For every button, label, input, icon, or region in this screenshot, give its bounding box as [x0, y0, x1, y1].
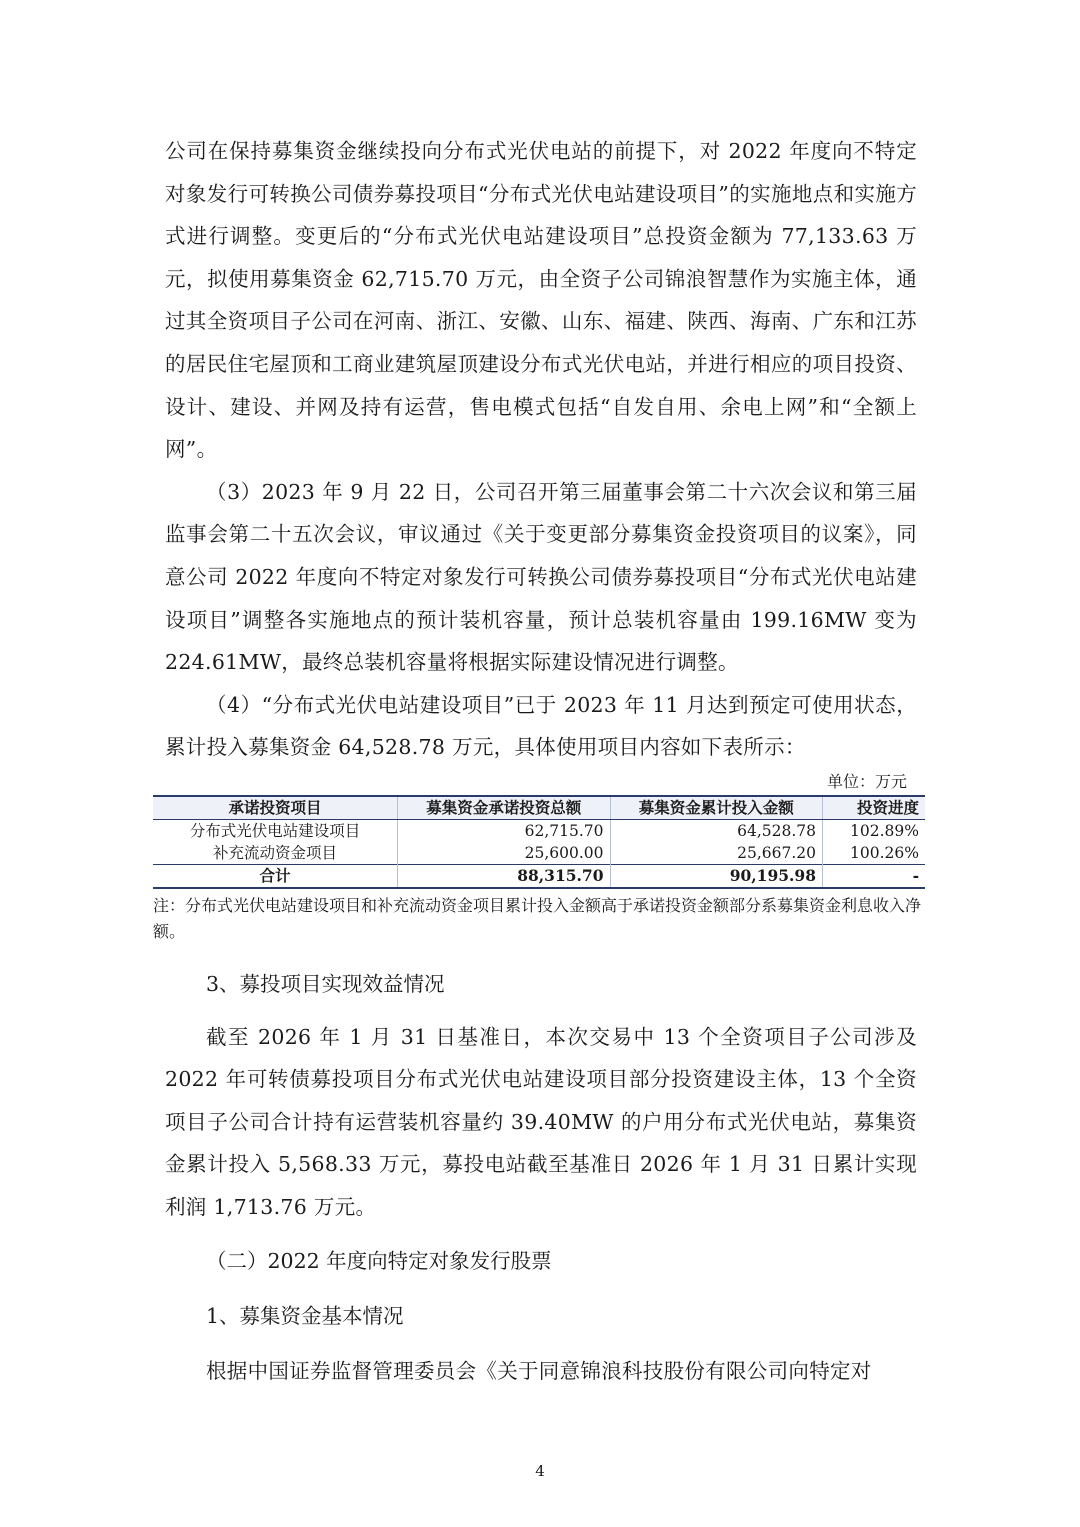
section-heading-share-issuance: （二）2022 年度向特定对象发行股票: [206, 1249, 552, 1274]
header-project: 承诺投资项目: [153, 796, 398, 820]
cell-project: 补充流动资金项目: [212, 843, 337, 862]
table-unit-label: 单位：万元: [826, 771, 907, 791]
cell-project: 分布式光伏电站建设项目: [189, 821, 361, 840]
cell-progress: 100.26%: [823, 842, 926, 865]
paragraph-project-adjustment: 公司在保持募集资金继续投向分布式光伏电站的前提下，对 2022 年度向不特定对象发行可转换公司债券募投项目“分布式光伏电站建设项目”的实施地点和实施方式进行调整。变更后的“分布式光伏电站建设项目”总投资金额为 77,133.63 万元，拟使用募集资金 62,715.70 万元，由全资子公司锦浪智慧作为实施主体，通过其全资项目子公司在河南、浙江、安徽、山东、福建、陕西、海南、广东和江苏的居民住宅屋顶和工商业建筑屋顶建设分布式光伏电站，并进行相应的项目投资、设计、建设、并网及持有运营，售电模式包括“自发自用、余电上网”和“全额上网”。: [165, 139, 917, 462]
table-total-row: [153, 864, 925, 888]
cell-total-label: 合计: [153, 864, 398, 888]
table-footnote: 注：分布式光伏电站建设项目和补充流动资金项目累计投入金额高于承诺投资金额部分系募集资金利息收入净额。: [153, 895, 922, 941]
page-number: 4: [535, 1462, 545, 1480]
paragraph-benefits: 截至 2026 年 1 月 31 日基准日，本次交易中 13 个全资项目子公司涉及 2022 年可转债募投项目分布式光伏电站建设项目部分投资建设主体，13 个全资项目子公司合计持有运营装机容量约 39.40MW 的户用分布式光伏电站，募集资金累计投入 5,568.33 万元，募投电站截至基准日 2026 年 1 月 31 日累计实现利润 1,713.76 万元。: [165, 1024, 917, 1219]
cell-total-progress: -: [823, 864, 926, 888]
header-committed-total: 募集资金承诺投资总额: [398, 796, 611, 820]
document-body: [153, 130, 922, 1392]
table-header-row: [153, 796, 925, 820]
cell-committed: 25,600.00: [398, 842, 611, 865]
header-progress: 投资进度: [823, 796, 926, 820]
cell-committed: 62,715.70: [398, 819, 611, 842]
cell-total-cumulative: 90,195.98: [610, 864, 823, 888]
cell-cumulative: 64,528.78: [610, 819, 823, 842]
sub-heading-fund-basics: 1、募集资金基本情况: [206, 1304, 404, 1329]
table-row: [153, 842, 925, 865]
paragraph-usable-status: （4）“分布式光伏电站建设项目”已于 2023 年 11 月达到预定可使用状态，累计投入募集资金 64,528.78 万元，具体使用项目内容如下表所示：: [165, 692, 917, 760]
cell-total-committed: 88,315.70: [398, 864, 611, 888]
paragraph-board-meeting: （3）2023 年 9 月 22 日，公司召开第三届董事会第二十六次会议和第三届监事会第二十五次会议，审议通过《关于变更部分募集资金投资项目的议案》，同意公司 2022 年度向不特定对象发行可转换公司债券募投项目“分布式光伏电站建设项目”调整各实施地点的预计装机容量，预计总装机容量由 199.16MW 变为 224.61MW，最终总装机容量将根据实际建设情况进行调整。: [165, 479, 917, 675]
fund-usage-table: [153, 795, 925, 889]
table-row: [153, 819, 925, 842]
header-cumulative-input: 募集资金累计投入金额: [610, 796, 823, 820]
cell-progress: 102.89%: [823, 819, 926, 842]
cell-cumulative: 25,667.20: [610, 842, 823, 865]
section-heading-benefits: 3、募投项目实现效益情况: [206, 971, 445, 996]
paragraph-csrc-approval: 根据中国证券监督管理委员会《关于同意锦浪科技股份有限公司向特定对: [206, 1358, 872, 1383]
